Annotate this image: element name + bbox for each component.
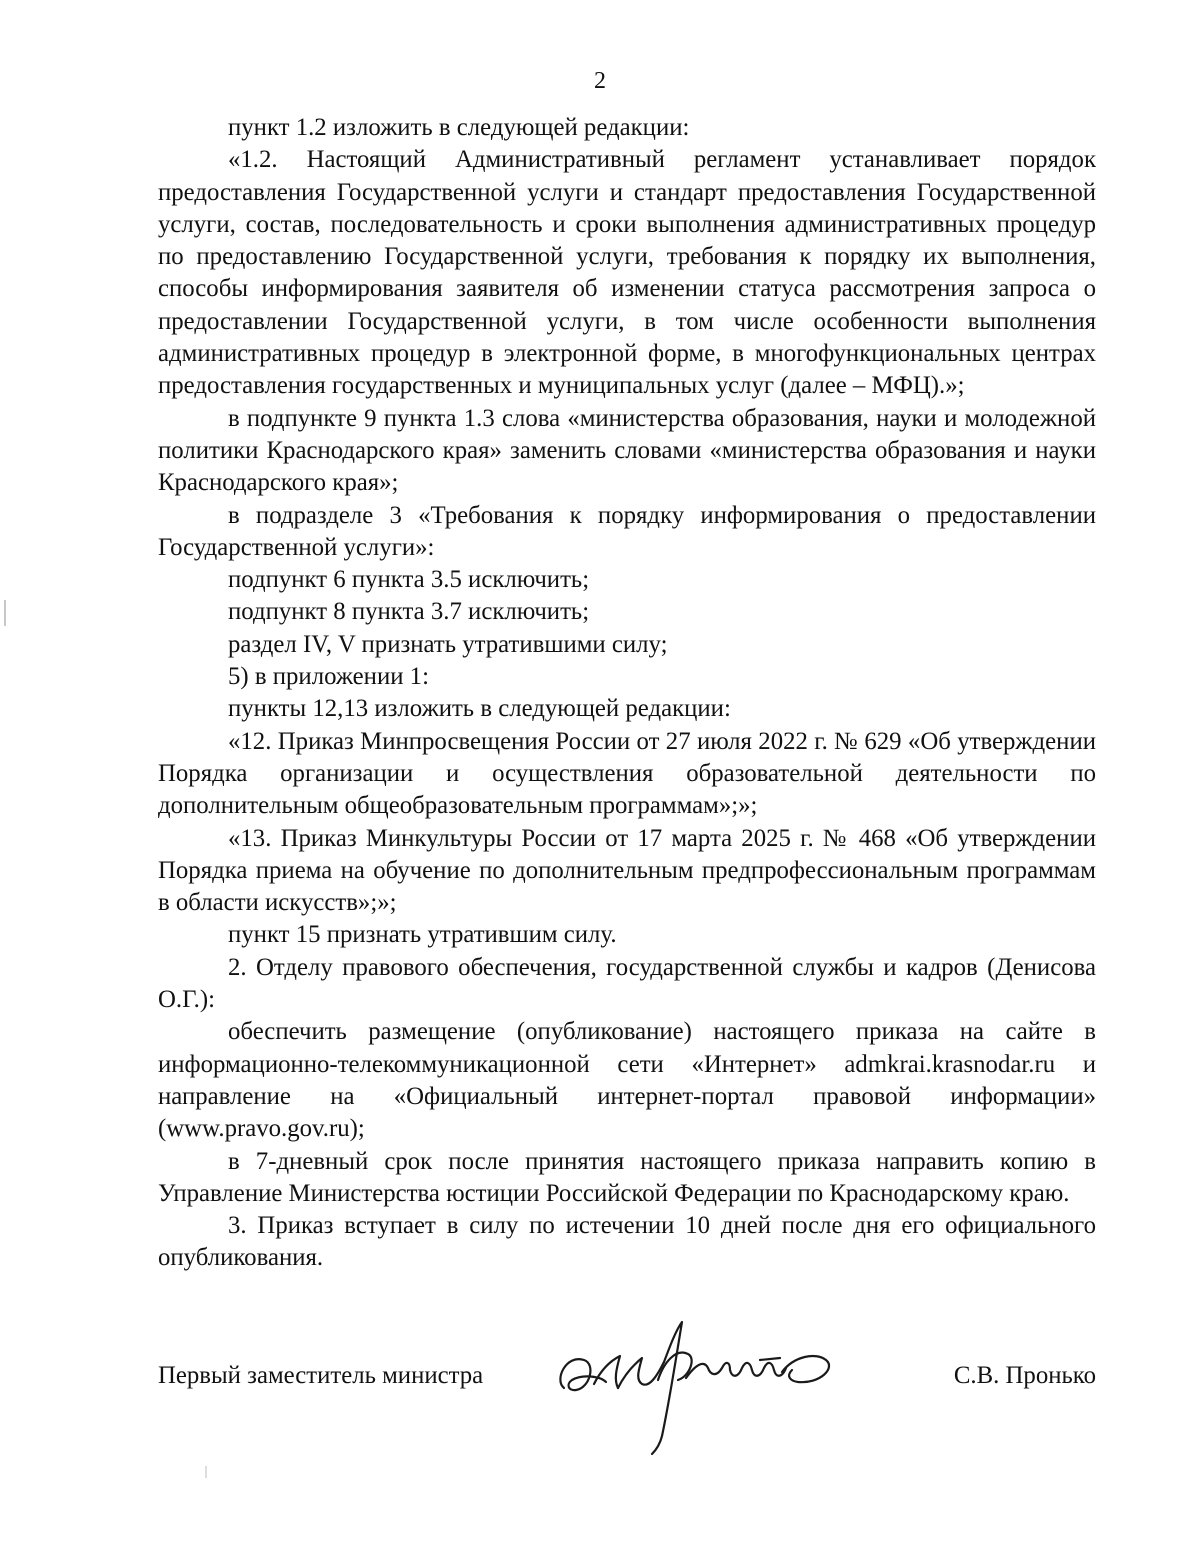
paragraph: 2. Отделу правового обеспечения, государственной службы и кадров (Денисова О.Г.): <box>158 953 1096 1014</box>
document-body <box>158 112 1096 1275</box>
paragraph: раздел IV, V признать утратившими силу; <box>228 630 668 658</box>
paragraph: подпункт 6 пункта 3.5 исключить; <box>228 566 590 594</box>
paragraph: пункт 15 признать утратившим силу. <box>228 921 617 949</box>
page-number: 2 <box>594 68 606 94</box>
paragraph: 3. Приказ вступает в силу по истечении 10 дней после дня его официального опубликования. <box>158 1212 1096 1272</box>
paragraph: подпункт 8 пункта 3.7 исключить; <box>228 598 590 626</box>
paragraph: в подпункте 9 пункта 1.3 слова «министерства образования, науки и молодежной политики Краснодарского края» заменить словами «министерства образования и науки Краснодарского края»; <box>158 404 1096 497</box>
paragraph: обеспечить размещение (опубликование) настоящего приказа на сайте в информационно-телекоммуникационной сети «Интернет» admkrai.krasnodar.ru и направление на «Официальный интернет-портал правовой информации» (www.pravo.gov.ru); <box>158 1018 1096 1143</box>
signatory-name: С.В. Пронько <box>953 1362 1096 1389</box>
scan-margin-mark <box>4 600 6 626</box>
scan-margin-mark <box>205 1466 207 1478</box>
paragraph: 5) в приложении 1: <box>228 663 429 691</box>
signature-block <box>158 1360 1096 1400</box>
handwritten-signature <box>546 1318 846 1458</box>
paragraph: «12. Приказ Минпросвещения России от 27 июля 2022 г. № 629 «Об утверждении Порядка организации и осуществления образовательной деятельности по дополнительным общеобразовательным программам»;»; <box>158 727 1096 820</box>
paragraph: в 7-дневный срок после принятия настоящего приказа направить копию в Управление Министерства юстиции Российской Федерации по Краснодарскому краю. <box>158 1147 1096 1207</box>
paragraph: пункт 1.2 изложить в следующей редакции: <box>228 114 690 141</box>
paragraph: «1.2. Настоящий Административный регламент устанавливает порядок предоставления Государственной услуги и стандарт предоставления Государственной услуги, состав, последовательность и сроки выполнения административных процедур по предоставлению Государственной услуги, требования к порядку их выполнения, способы информирования заявителя об изменении статуса рассмотрения запроса о предоставлении Государственной услуги, в том числе особенности выполнения административных процедур в электронной форме, в многофункциональных центрах предоставления государственных и муниципальных услуг (далее – МФЦ).»; <box>158 146 1096 400</box>
paragraph: в подразделе 3 «Требования к порядку информирования о предоставлении Государственной услуги»: <box>158 501 1096 561</box>
signatory-title: Первый заместитель министра <box>158 1362 484 1389</box>
paragraph: пункты 12,13 изложить в следующей редакции: <box>228 695 731 723</box>
paragraph: «13. Приказ Минкультуры России от 17 марта 2025 г. № 468 «Об утверждении Порядка приема на обучение по дополнительным предпрофессиональным программам в области искусств»;»; <box>158 824 1096 917</box>
